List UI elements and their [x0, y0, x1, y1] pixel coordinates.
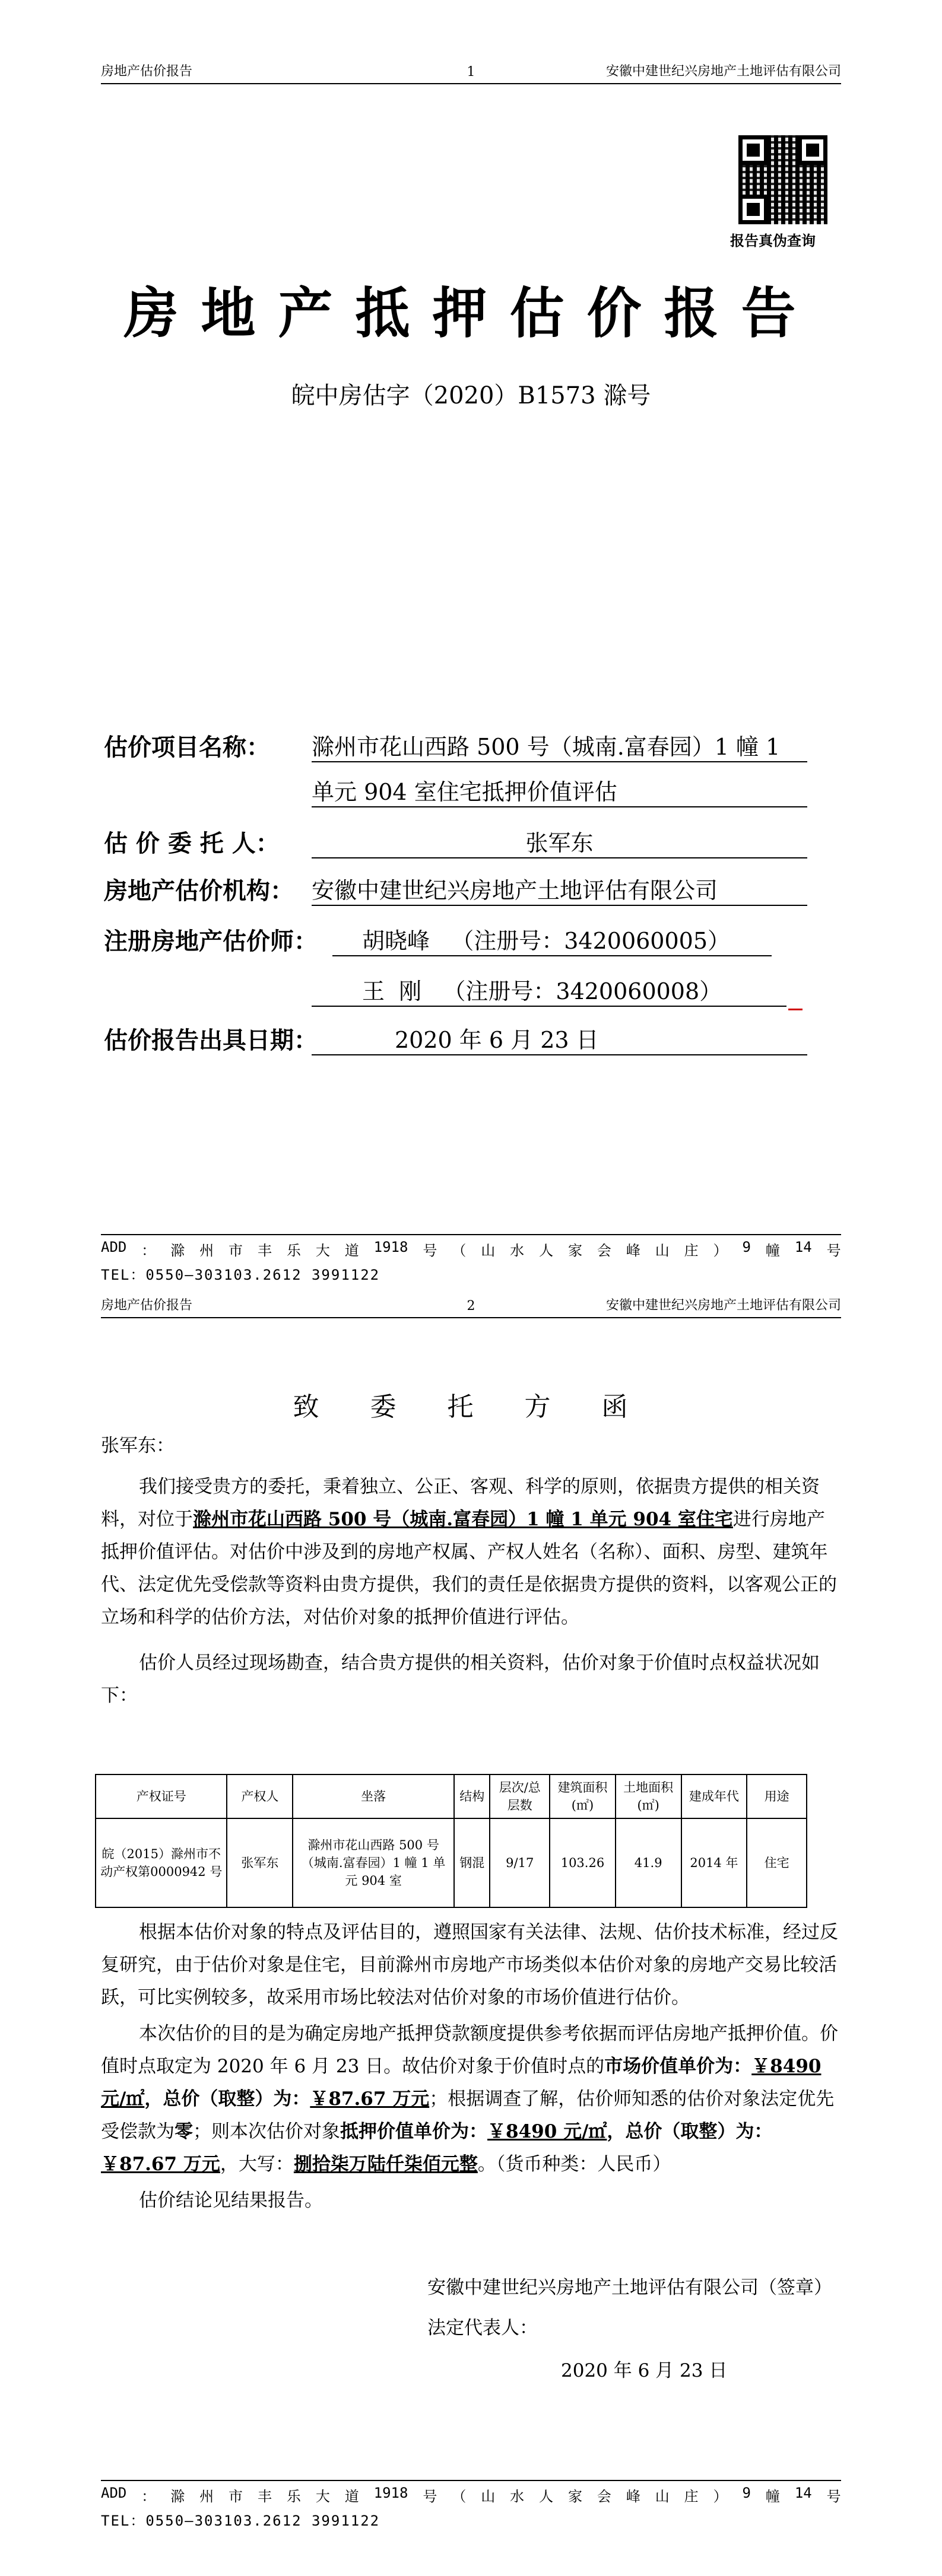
- project-name-value-line2: 单元 904 室住宅抵押价值评估: [312, 774, 807, 807]
- report-title: 房地产抵押估价报告: [123, 281, 819, 345]
- client-label: 估 价 委 托 人：: [104, 829, 280, 857]
- qr-caption: 报告真伪查询: [730, 232, 816, 249]
- footer-tel: TEL：0550—303103.2612 3991122: [101, 2513, 380, 2529]
- footer-tel: TEL：0550—303103.2612 3991122: [101, 1267, 380, 1283]
- header-page-number: 2: [467, 1299, 475, 1314]
- red-mark: [788, 1009, 803, 1010]
- paragraph-5: 估价结论见结果报告。: [139, 2190, 323, 2211]
- footer-address: ADD ： 滁 州 市 丰 乐 大 道 1918 号 （ 山 水 人 家 会 峰 山 庄 ） 9 幢 14 号: [101, 2485, 841, 2505]
- appraiser-2: 王 刚 （注册号：3420060008）: [312, 973, 786, 1007]
- property-table: [95, 1774, 807, 1908]
- agency-value: 安徽中建世纪兴房地产土地评估有限公司: [312, 872, 807, 906]
- letter-body: [101, 1430, 841, 1712]
- document-number: 皖中房估字（2020）B1573 滁号: [291, 382, 651, 409]
- page1-footer: [101, 1234, 841, 1284]
- table-header-row: 产权证号 产权人 坐落 结构 层次/总层数 建筑面积(㎡) 土地面积(㎡) 建成年代 用途: [96, 1774, 807, 1818]
- page2-header: [101, 1293, 841, 1318]
- agency-label: 房地产估价机构：: [104, 877, 294, 905]
- paragraph-3: 根据本估价对象的特点及评估目的，遵照国家有关法律、法规、估价技术标准，经过反复研究，由于估价对象是住宅，目前滁州市房地产市场类似本估价对象的房地产交易比较活跃，可比实例较多，故采用市场比较法对估价对象的市场价值进行估价。: [101, 1922, 838, 2008]
- qr-code-icon[interactable]: [738, 135, 827, 224]
- page1-header: [101, 59, 841, 84]
- header-left: 房地产估价报告: [101, 1298, 193, 1313]
- table-row: 皖（2015）滁州市不动产权第0000942 号 张军东 滁州市花山西路 500 号（城南.富春园）1 幢 1 单元 904 室 钢混 9/17 103.26 41.9 2014 年 住宅: [96, 1818, 807, 1907]
- footer-address: ADD ： 滁 州 市 丰 乐 大 道 1918 号 （ 山 水 人 家 会 峰 山 庄 ） 9 幢 14 号: [101, 1239, 841, 1259]
- letter-title: 致 委 托 方 函: [293, 1392, 649, 1422]
- letter-body-2: [101, 1916, 841, 2217]
- project-name-label: 估价项目名称：: [104, 733, 270, 761]
- appraiser-1: 胡晓峰 （注册号：3420060005）: [332, 923, 772, 956]
- report-date-label: 估价报告出具日期：: [104, 1026, 318, 1054]
- project-name-value-line1: 滁州市花山西路 500 号（城南.富春园）1 幢 1: [312, 729, 807, 762]
- header-right: 安徽中建世纪兴房地产土地评估有限公司: [605, 1298, 841, 1313]
- signature-org: 安徽中建世纪兴房地产土地评估有限公司（签章）: [427, 2277, 832, 2298]
- header-page-number: 1: [467, 65, 475, 79]
- header-right: 安徽中建世纪兴房地产土地评估有限公司: [605, 64, 841, 79]
- report-date-value: 2020 年 6 月 23 日: [312, 1022, 807, 1055]
- client-value: 张军东: [312, 825, 807, 858]
- salutation: 张军东：: [101, 1435, 175, 1456]
- header-left: 房地产估价报告: [101, 64, 193, 79]
- paragraph-1: 我们接受贵方的委托，秉着独立、公正、客观、科学的原则，依据贵方提供的相关资料，对位于滁州市花山西路 500 号（城南.富春园）1 幢 1 单元 904 室住宅进行房地产抵押价值评估。对估价中涉及到的房地产权属、产权人姓名（名称）、面积、房型、建筑年代、法定优先受偿款等资料由贵方提供，我们的责任是依据贵方提供的资料，以客观公正的立场和科学的估价方法，对估价对象的抵押价值进行评估。: [101, 1476, 837, 1628]
- paragraph-2: 估价人员经过现场勘查，结合贵方提供的相关资料，估价对象于价值时点权益状况如下：: [101, 1652, 820, 1706]
- signature-date: 2020 年 6 月 23 日: [561, 2360, 728, 2381]
- signature-rep: 法定代表人：: [427, 2317, 538, 2339]
- appraiser-label: 注册房地产估价师：: [104, 927, 318, 955]
- page2-footer: [101, 2480, 841, 2530]
- paragraph-4: 本次估价的目的是为确定房地产抵押贷款额度提供参考依据而评估房地产抵押价值。价值时点取定为 2020 年 6 月 23 日。故估价对象于价值时点的市场价值单价为：￥8490 元/㎡，总价（取整）为：￥87.67 万元；根据调查了解，估价师知悉的估价对象法定优先受偿款为零；则本次估价对象抵押价值单价为：￥8490 元/㎡，总价（取整）为：￥87.67 万元，大写：捌拾柒万陆仟柒佰元整。（货币种类：人民币）: [101, 2023, 838, 2175]
